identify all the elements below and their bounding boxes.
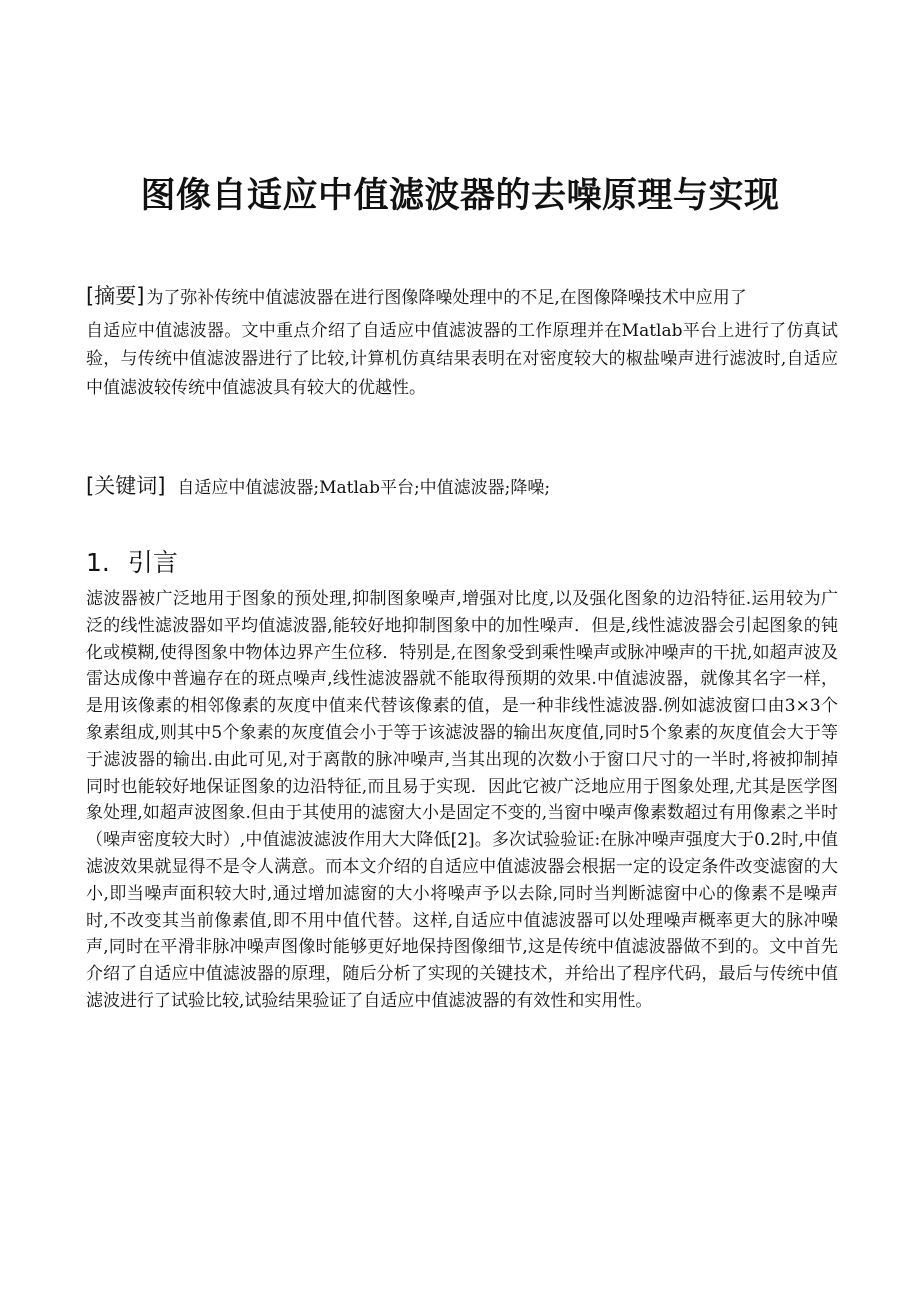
section-title: 引言: [127, 548, 178, 577]
introduction-paragraph: 滤波器被广泛地用于图象的预处理,抑制图象噪声,增强对比度,以及强化图象的边沿特征.运用较为广泛的线性滤波器如平均值滤波器,能较好地抑制图象中的加性噪声．但是,线性滤波器会引起图象的钝化或模糊,使得图象中物体边界产生位移．特别是,在图象受到乘性噪声或脉冲噪声的干扰,如超声波及雷达成像中普遍存在的斑点噪声,线性滤波器就不能取得预期的效果.中值滤波器，就像其名字一样，是用该像素的相邻像素的灰度中值来代替该像素的值，是一种非线性滤波器.例如滤波窗口由3×3个象素组成,则其中5个象素的灰度值会小于等于该滤波器的输出灰度值,同时5个象素的灰度值会大于等于滤波器的输出.由此可见,对于离散的脉冲噪声,当其出现的次数小于窗口尺寸的一半时,将被抑制掉同时也能较好地保证图象的边沿特征,而且易于实现．因此它被广泛地应用于图象处理,尤其是医学图象处理,如超声波图象.但由于其使用的滤窗大小是固定不变的,当窗中噪声像素数超过有用像素之半时（噪声密度较大时）,中值滤波滤波作用大大降低[2]。多次试验验证:在脉冲噪声强度大于0.2时,中值滤波效果就显得不是令人满意。而本文介绍的自适应中值滤波器会根据一定的设定条件改变滤窗的大小,即当噪声面积较大时,通过增加滤窗的大小将噪声予以去除,同时当判断滤窗中心的像素不是噪声时,不改变其当前像素值,即不用中值代替。这样,自适应中值滤波器可以处理噪声概率更大的脉冲噪声,同时在平滑非脉冲噪声图像时能够更好地保持图像细节,这是传统中值滤波器做不到的。文中首先介绍了自适应中值滤波器的原理，随后分析了实现的关键技术，并给出了程序代码，最后与传统中值滤波进行了试验比较,试验结果验证了自适应中值滤波器的有效性和实用性。: [86, 589, 838, 1011]
abstract-first-line: [86, 282, 838, 313]
abstract-first-text: 为了弥补传统中值滤波器在进行图像降噪处理中的不足,在图像降噪技术中应用了: [146, 288, 747, 308]
abstract-label: [摘要]: [86, 284, 145, 308]
keywords: [86, 470, 838, 504]
section-heading-introduction: [86, 544, 178, 582]
abstract: [86, 282, 838, 402]
keywords-text: 自适应中值滤波器;Matlab平台;中值滤波器;降噪;: [177, 478, 551, 498]
paper-title: 图像自适应中值滤波器的去噪原理与实现: [140, 176, 780, 216]
keywords-label: [关键词]: [86, 474, 166, 498]
section-number: 1.: [86, 548, 110, 577]
abstract-body: 自适应中值滤波器。文中重点介绍了自适应中值滤波器的工作原理并在Matlab平台上进行了仿真试验，与传统中值滤波器进行了比较,计算机仿真结果表明在对密度较大的椒盐噪声进行滤波时,自适应中值滤波较传统中值滤波具有较大的优越性。: [86, 320, 838, 398]
